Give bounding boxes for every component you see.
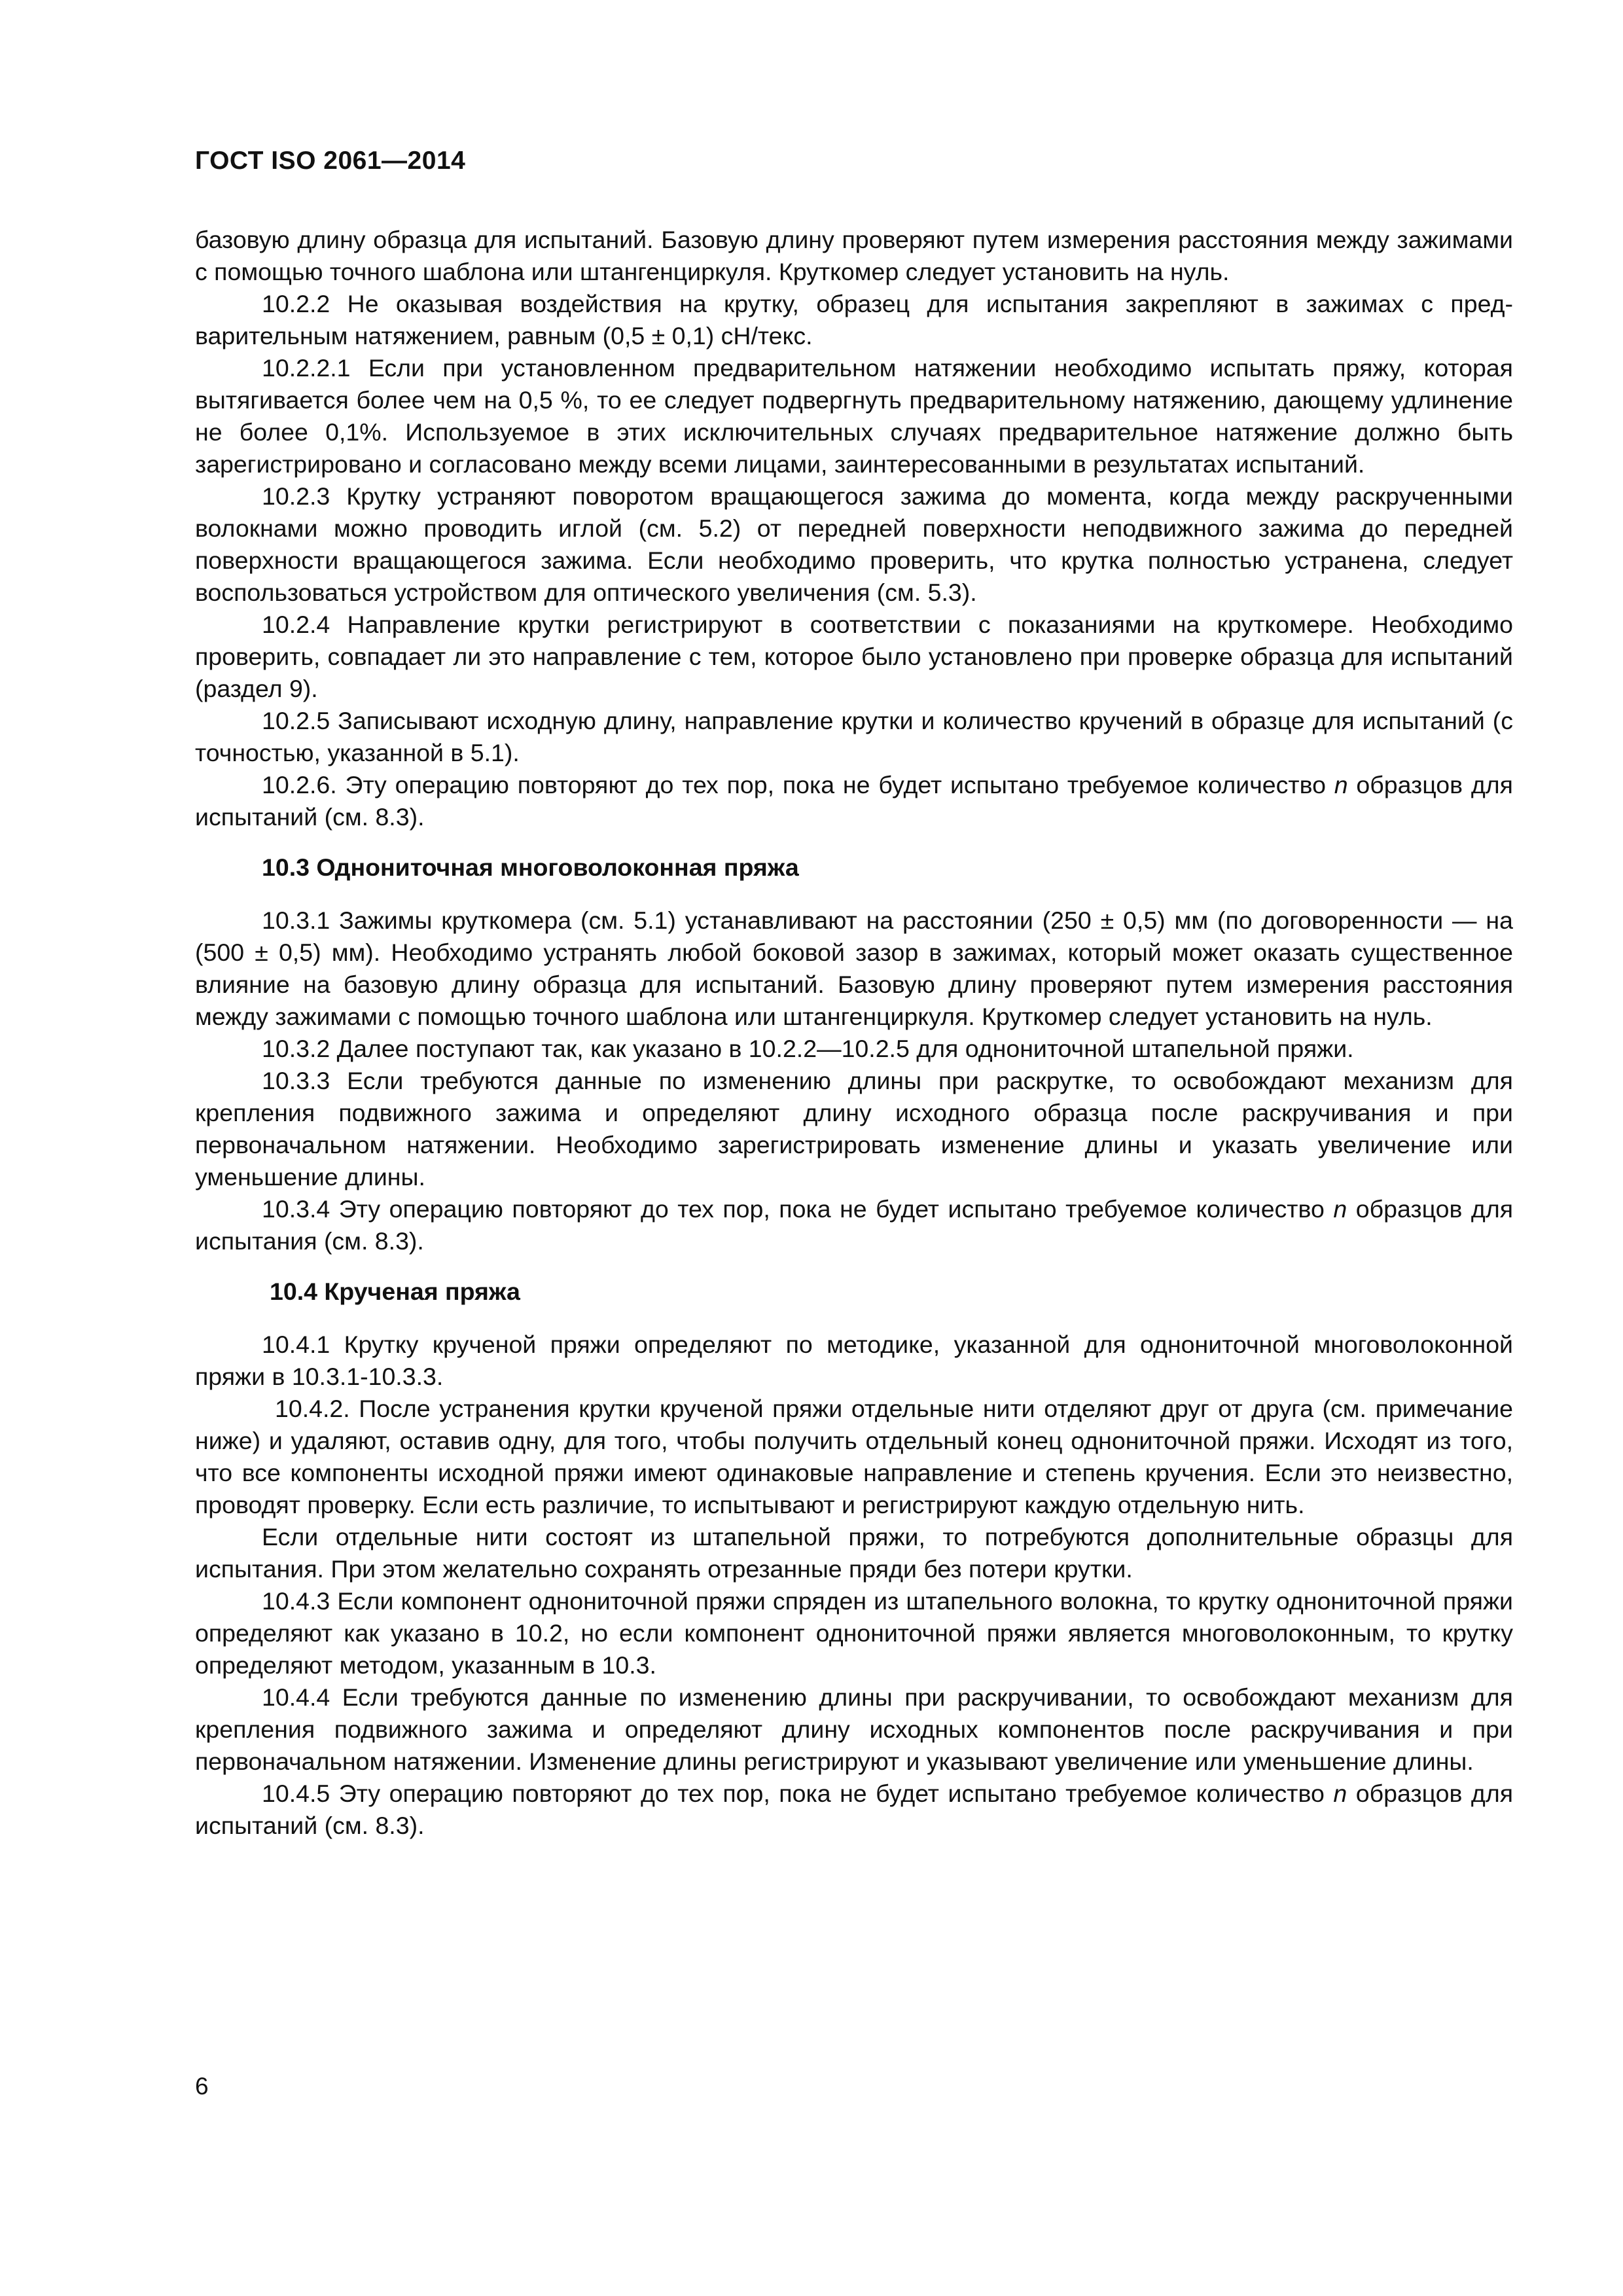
paragraph-10-3-1: 10.3.1 Зажимы круткомера (см. 5.1) устанавливают на расстоянии (250 ± 0,5) мм (по договоренности — на (500 ± 0,5) мм). Необходимо устранять любой боковой зазор в зажимах, который может оказать существенное влияние на базовую длину образца для испытаний. Базовую длину проверяют путем измерения расстояния между зажимами с помощью точного шаблона или штангенциркуля. Круткомер следует установить на нуль. xyxy=(195,906,1513,1030)
variable-n: n xyxy=(1334,771,1348,798)
heading-10-3: 10.3 Однониточная многоволоконная пряжа xyxy=(262,853,799,881)
page-number: 6 xyxy=(195,2073,209,2100)
paragraph-10-3-4-tail: образцов для испытания (см. 8.3). xyxy=(195,1195,1514,1255)
variable-n: n xyxy=(1333,1195,1347,1223)
paragraph-10-2-6-tail: образцов для испытаний (см. 8.3). xyxy=(195,771,1513,831)
heading-10-4: 10.4 Крученая пряжа xyxy=(270,1278,520,1305)
document-body xyxy=(195,224,1513,1842)
paragraph-10-3-4 xyxy=(195,1193,1513,1257)
variable-n: n xyxy=(1333,1780,1347,1807)
paragraph-10-3-2: 10.3.2 Далее поступают так, как указано в 10.2.2—10.2.5 для однониточной штапельной пряжи. xyxy=(262,1035,1354,1062)
paragraph-10-2-2: 10.2.2 Не оказывая воздействия на крутку, образец для испытания закрепляют в зажимах с предварительным натяжением, равным (0,5 ± 0,1) сН/текс. xyxy=(195,290,1513,350)
paragraph-10-4-2-staple: Если отдельные нити состоят из штапельной пряжи, то потребуются дополнительные образцы для испытания. При этом желательно сохранять отрезанные пряди без потери крутки. xyxy=(195,1523,1513,1583)
paragraph-10-3-4-text: 10.3.4 Эту операцию повторяют до тех пор, пока не будет испытано требуемое количество xyxy=(262,1195,1334,1223)
paragraph-10-2-6-text: 10.2.6. Эту операцию повторяют до тех пор, пока не будет испытано требуемое количество xyxy=(262,771,1334,798)
paragraph-10-4-2: 10.4.2. После устранения крутки крученой пряжи отдельные нити отделяют друг от друга (см. примечание ниже) и удаляют, оставив одну, для того, чтобы получить отдельный конец однониточной пряжи. Исходят из того, что все компоненты исходной пряжи имеют одинаковые направление и степень кручения. Если это неизвестно, проводят проверку. Если есть различие, то испытывают и регистрируют каждую отдельную нить. xyxy=(195,1395,1513,1518)
paragraph-intro: базовую длину образца для испытаний. Базовую длину проверяют путем измерения расстояния между зажимами с помощью точного шаблона или штангенциркуля. Круткомер следует установить на нуль. xyxy=(195,226,1513,285)
paragraph-10-4-1: 10.4.1 Крутку крученой пряжи определяют по методике, указанной для однониточной многоволоконной пряжи в 10.3.1-10.3.3. xyxy=(195,1331,1513,1390)
paragraph-10-3-3: 10.3.3 Если требуются данные по изменению длины при раскрутке, то освобождают механизм для крепления подвижного зажима и определяют длину исходного образца после раскручивания и при первоначальном натяжении. Необходимо зарегистрировать изменение длины и указать увеличение или уменьшение длины. xyxy=(195,1067,1513,1191)
paragraph-10-2-5: 10.2.5 Записывают исходную длину, направление крутки и количество кручений в образце для испытаний (с точностью, указанной в 5.1). xyxy=(195,707,1513,766)
paragraph-10-2-3: 10.2.3 Крутку устраняют поворотом вращающегося зажима до момента, когда между раскрученными волокнами можно проводить иглой (см. 5.2) от передней поверхности неподвижного зажима до передней поверхности вращающегося зажима. Если необходимо проверить, что крутка полностью устранена, следует воспользоваться устройством для оптического увеличения (см. 5.3). xyxy=(195,482,1513,606)
paragraph-10-4-3: 10.4.3 Если компонент однониточной пряжи спряден из штапельного волокна, то крутку однониточной пряжи определяют как указано в 10.2, но если компонент однониточной пряжи является многоволоконным, то крутку определяют методом, указанным в 10.3. xyxy=(195,1587,1513,1679)
paragraph-10-2-4: 10.2.4 Направление крутки регистрируют в соответствии с показаниями на круткомере. Необходимо проверить, совпадает ли это направление с тем, которое было установлено при проверке образца для испытаний (раздел 9). xyxy=(195,611,1513,702)
paragraph-10-4-5-tail: образцов для испытаний (см. 8.3). xyxy=(195,1780,1514,1839)
paragraph-10-2-2-1: 10.2.2.1 Если при установленном предварительном натяжении необходимо испытать пряжу, которая вытягивается более чем на 0,5 %, то ее следует подвергнуть предварительному натяжению, дающему удлинение не более 0,1%. Используемое в этих исключительных случаях предварительное натяжение должно быть зарегистрировано и согласовано между всеми лицами, заинтересованными в результатах испытаний. xyxy=(195,354,1513,478)
document-header: ГОСТ ISO 2061—2014 xyxy=(195,147,466,175)
paragraph-10-4-4: 10.4.4 Если требуются данные по изменению длины при раскручивании, то освобождают механизм для крепления подвижного зажима и определяют длину исходных компонентов после раскручивания и при первоначальном натяжении. Изменение длины регистрируют и указывают увеличение или уменьшение длины. xyxy=(195,1683,1513,1775)
paragraph-10-4-5 xyxy=(195,1778,1513,1842)
paragraph-10-2-6 xyxy=(195,769,1513,833)
paragraph-10-4-5-text: 10.4.5 Эту операцию повторяют до тех пор, пока не будет испытано требуемое количество xyxy=(262,1780,1334,1807)
